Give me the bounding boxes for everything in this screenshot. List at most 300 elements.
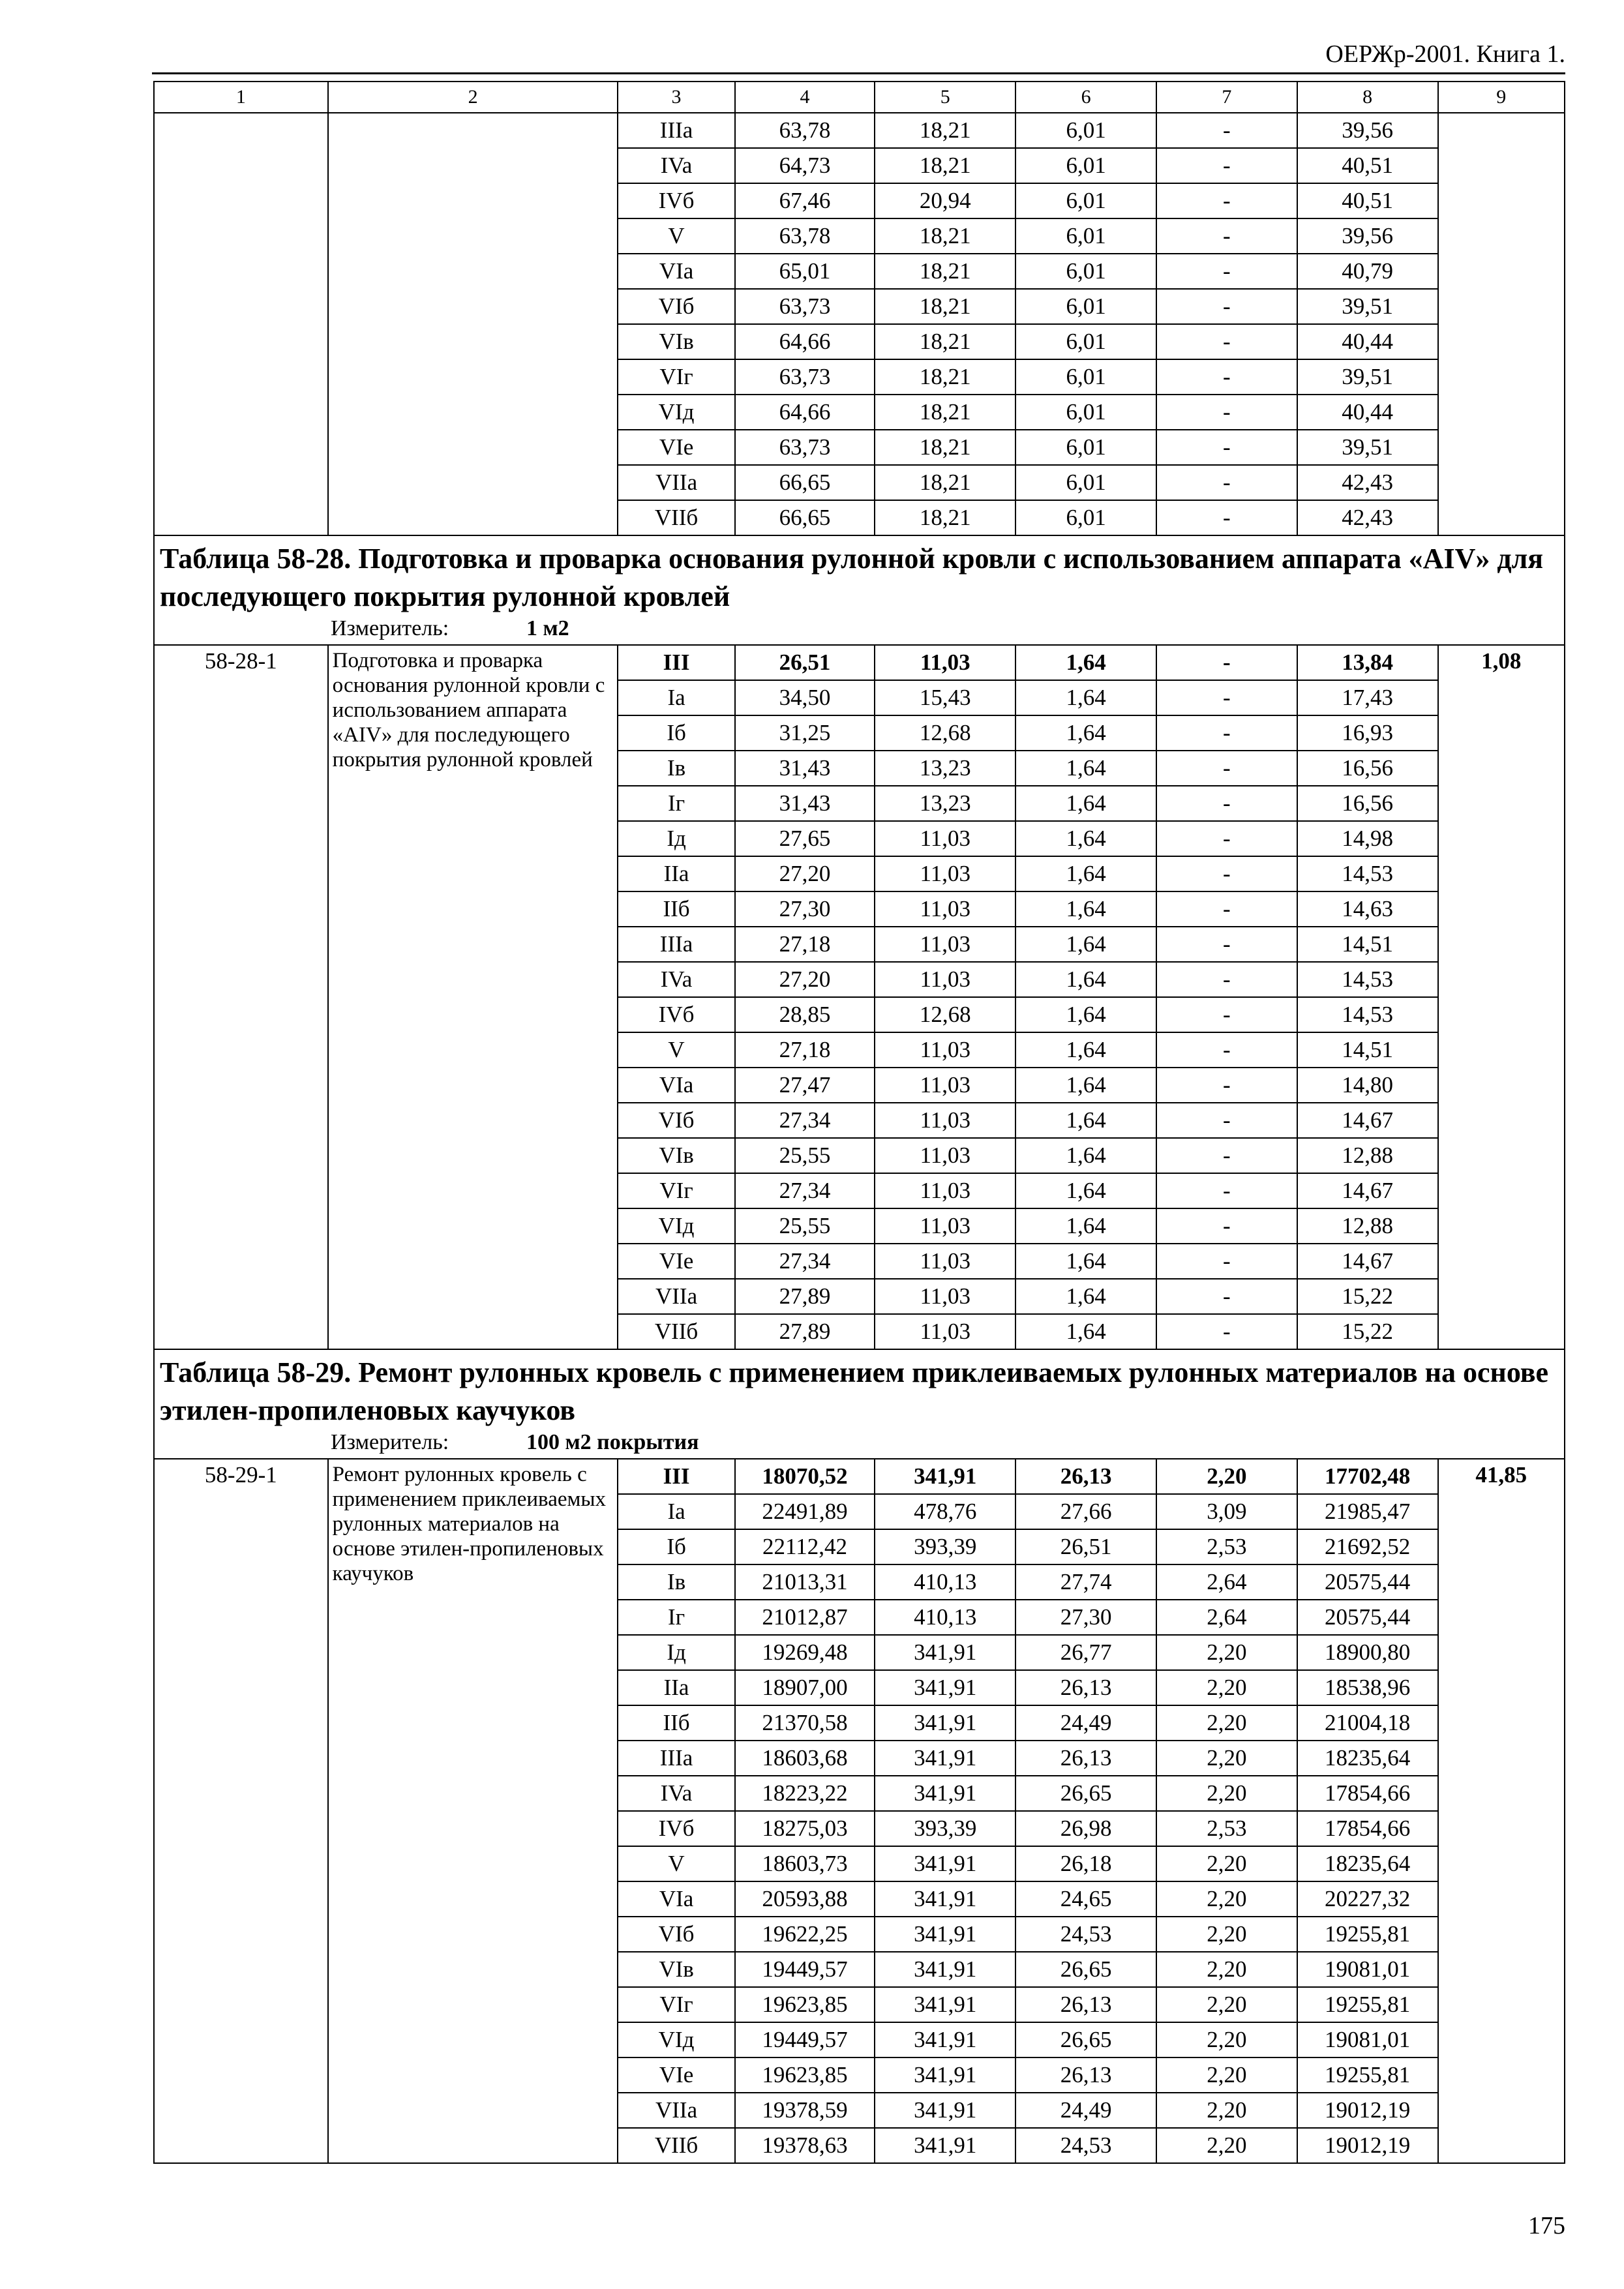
empty-cell: [1438, 113, 1565, 535]
zone-cell: IIIa: [618, 1741, 734, 1776]
zone-cell: VIIa: [618, 465, 734, 500]
value-cell: 34,50: [735, 680, 875, 715]
value-cell: 19012,19: [1297, 2128, 1438, 2163]
zone-cell: VIe: [618, 2057, 734, 2093]
value-cell: -: [1156, 430, 1297, 465]
zone-cell: Iв: [618, 1564, 734, 1600]
value-cell: -: [1156, 927, 1297, 962]
zone-cell: VIб: [618, 1917, 734, 1952]
value-cell: 18,21: [875, 113, 1015, 148]
zone-cell: VIIa: [618, 2093, 734, 2128]
value-cell: 26,18: [1015, 1846, 1156, 1881]
value-cell: 6,01: [1015, 500, 1156, 535]
value-cell: 42,43: [1297, 500, 1438, 535]
unit-label: Измеритель:: [331, 616, 449, 640]
table-row: [154, 1459, 1565, 1494]
value-cell: 14,80: [1297, 1068, 1438, 1103]
value-cell: 27,74: [1015, 1564, 1156, 1600]
zone-cell: VIв: [618, 1952, 734, 1987]
zone-cell: VIб: [618, 1103, 734, 1138]
value-cell: 6,01: [1015, 359, 1156, 395]
value-cell: 19449,57: [735, 2022, 875, 2057]
value-cell: 39,51: [1297, 289, 1438, 324]
value-cell: 18275,03: [735, 1811, 875, 1846]
value-cell: 14,67: [1297, 1173, 1438, 1208]
value-cell: 2,64: [1156, 1600, 1297, 1635]
value-cell: -: [1156, 1279, 1297, 1314]
value-cell: 18907,00: [735, 1670, 875, 1705]
value-cell: 11,03: [875, 962, 1015, 997]
value-cell: 26,77: [1015, 1635, 1156, 1670]
value-cell: 11,03: [875, 891, 1015, 927]
value-cell: 26,98: [1015, 1811, 1156, 1846]
value-cell: 18,21: [875, 465, 1015, 500]
value-cell: 2,20: [1156, 2128, 1297, 2163]
value-cell: -: [1156, 1032, 1297, 1068]
column-number: 3: [618, 82, 734, 113]
value-cell: 31,43: [735, 751, 875, 786]
zone-cell: VIг: [618, 1987, 734, 2022]
value-cell: 2,20: [1156, 2093, 1297, 2128]
table-title-row: [154, 1349, 1565, 1459]
value-cell: 27,47: [735, 1068, 875, 1103]
value-cell: 27,34: [735, 1173, 875, 1208]
zone-cell: VIб: [618, 289, 734, 324]
value-cell: 410,13: [875, 1564, 1015, 1600]
value-cell: 26,51: [1015, 1529, 1156, 1564]
page-number: 175: [1528, 2212, 1565, 2239]
value-cell: 14,53: [1297, 856, 1438, 891]
value-cell: 18,21: [875, 218, 1015, 254]
value-cell: 20593,88: [735, 1881, 875, 1917]
value-cell: 39,56: [1297, 218, 1438, 254]
value-cell: -: [1156, 289, 1297, 324]
value-cell: 27,30: [735, 891, 875, 927]
value-cell: 341,91: [875, 1635, 1015, 1670]
value-cell: 2,20: [1156, 1741, 1297, 1776]
value-cell: 1,64: [1015, 821, 1156, 856]
zone-cell: IIIa: [618, 113, 734, 148]
value-cell: 1,64: [1015, 927, 1156, 962]
value-cell: 11,03: [875, 1068, 1015, 1103]
value-cell: -: [1156, 1138, 1297, 1173]
value-cell: -: [1156, 821, 1297, 856]
value-cell: 65,01: [735, 254, 875, 289]
value-cell: 63,73: [735, 289, 875, 324]
value-cell: 27,18: [735, 1032, 875, 1068]
value-cell: 3,09: [1156, 1494, 1297, 1529]
value-cell: 2,20: [1156, 1670, 1297, 1705]
zone-cell: V: [618, 1032, 734, 1068]
value-cell: 12,68: [875, 715, 1015, 751]
zone-cell: III: [618, 1459, 734, 1494]
header-rule: [152, 72, 1565, 74]
zone-cell: VIд: [618, 1208, 734, 1244]
value-cell: 2,20: [1156, 2057, 1297, 2093]
value-cell: 15,43: [875, 680, 1015, 715]
value-cell: 20575,44: [1297, 1564, 1438, 1600]
value-cell: 11,03: [875, 1138, 1015, 1173]
column-number: 4: [735, 82, 875, 113]
value-cell: -: [1156, 856, 1297, 891]
zone-cell: IIa: [618, 856, 734, 891]
value-cell: 64,66: [735, 395, 875, 430]
value-cell: 19255,81: [1297, 2057, 1438, 2093]
value-cell: 27,89: [735, 1314, 875, 1349]
item-code: 58-28-1: [154, 645, 328, 1349]
value-cell: 19255,81: [1297, 1917, 1438, 1952]
zone-cell: IIa: [618, 1670, 734, 1705]
value-cell: 393,39: [875, 1529, 1015, 1564]
value-cell: 11,03: [875, 1279, 1015, 1314]
value-cell: 21012,87: [735, 1600, 875, 1635]
value-cell: -: [1156, 465, 1297, 500]
value-cell: 2,53: [1156, 1529, 1297, 1564]
value-cell: 13,23: [875, 751, 1015, 786]
value-cell: 19081,01: [1297, 2022, 1438, 2057]
value-cell: 1,64: [1015, 891, 1156, 927]
value-cell: 17702,48: [1297, 1459, 1438, 1494]
value-cell: 341,91: [875, 1846, 1015, 1881]
value-cell: 11,03: [875, 1314, 1015, 1349]
empty-cell: [154, 113, 328, 535]
zone-cell: Iд: [618, 821, 734, 856]
table-title-row: [154, 535, 1565, 645]
value-cell: 17,43: [1297, 680, 1438, 715]
value-cell: 341,91: [875, 2093, 1015, 2128]
value-cell: 2,20: [1156, 1846, 1297, 1881]
zone-cell: Iд: [618, 1635, 734, 1670]
value-cell: 19622,25: [735, 1917, 875, 1952]
value-cell: 18,21: [875, 500, 1015, 535]
column-number: 5: [875, 82, 1015, 113]
value-cell: 19255,81: [1297, 1987, 1438, 2022]
value-cell: -: [1156, 395, 1297, 430]
value-cell: 26,65: [1015, 1776, 1156, 1811]
value-cell: 341,91: [875, 1670, 1015, 1705]
value-cell: 1,64: [1015, 856, 1156, 891]
value-cell: 67,46: [735, 183, 875, 218]
column-number: 9: [1438, 82, 1565, 113]
value-cell: 66,65: [735, 500, 875, 535]
value-cell: 14,51: [1297, 927, 1438, 962]
column-number: 7: [1156, 82, 1297, 113]
labor-norm: 1,08: [1438, 645, 1565, 1349]
value-cell: 341,91: [875, 2057, 1015, 2093]
value-cell: 11,03: [875, 1244, 1015, 1279]
value-cell: 27,65: [735, 821, 875, 856]
value-cell: 14,67: [1297, 1103, 1438, 1138]
value-cell: 18603,73: [735, 1846, 875, 1881]
value-cell: 18235,64: [1297, 1741, 1438, 1776]
value-cell: 1,64: [1015, 1138, 1156, 1173]
zone-cell: IIб: [618, 891, 734, 927]
value-cell: 6,01: [1015, 148, 1156, 183]
value-cell: 39,56: [1297, 113, 1438, 148]
value-cell: 18,21: [875, 430, 1015, 465]
value-cell: 40,51: [1297, 183, 1438, 218]
value-cell: 1,64: [1015, 1173, 1156, 1208]
value-cell: 1,64: [1015, 751, 1156, 786]
value-cell: 11,03: [875, 1208, 1015, 1244]
value-cell: 66,65: [735, 465, 875, 500]
column-number-row: [154, 82, 1565, 113]
value-cell: 341,91: [875, 1917, 1015, 1952]
table-title: Таблица 58-28. Подготовка и проварка основания рулонной кровли с использованием аппарата «AIV» для последующего покрытия рулонной кровлей: [160, 543, 1544, 612]
value-cell: 18,21: [875, 395, 1015, 430]
value-cell: 21013,31: [735, 1564, 875, 1600]
value-cell: 11,03: [875, 645, 1015, 680]
value-cell: 26,51: [735, 645, 875, 680]
zone-cell: VIIa: [618, 1279, 734, 1314]
value-cell: 27,18: [735, 927, 875, 962]
table-title: Таблица 58-29. Ремонт рулонных кровель с применением приклеиваемых рулонных материалов на основе этилен-пропиленовых каучуков: [160, 1356, 1549, 1426]
value-cell: 14,63: [1297, 891, 1438, 927]
value-cell: 26,65: [1015, 2022, 1156, 2057]
value-cell: -: [1156, 183, 1297, 218]
unit-value: 1 м2: [526, 616, 569, 640]
value-cell: 24,49: [1015, 2093, 1156, 2128]
value-cell: 27,20: [735, 856, 875, 891]
value-cell: 24,65: [1015, 1881, 1156, 1917]
value-cell: -: [1156, 1208, 1297, 1244]
zone-cell: Iг: [618, 786, 734, 821]
value-cell: 64,66: [735, 324, 875, 359]
value-cell: 19378,59: [735, 2093, 875, 2128]
labor-norm: 41,85: [1438, 1459, 1565, 2163]
value-cell: -: [1156, 997, 1297, 1032]
value-cell: 1,64: [1015, 1103, 1156, 1138]
value-cell: 2,20: [1156, 1917, 1297, 1952]
table-row: [154, 113, 1565, 148]
value-cell: -: [1156, 113, 1297, 148]
value-cell: -: [1156, 324, 1297, 359]
value-cell: 22112,42: [735, 1529, 875, 1564]
value-cell: -: [1156, 715, 1297, 751]
value-cell: 17854,66: [1297, 1811, 1438, 1846]
page-header: ОЕРЖр-2001. Книга 1.: [1325, 40, 1565, 68]
value-cell: 42,43: [1297, 465, 1438, 500]
value-cell: -: [1156, 1068, 1297, 1103]
value-cell: 25,55: [735, 1138, 875, 1173]
value-cell: 19623,85: [735, 1987, 875, 2022]
zone-cell: VIa: [618, 1881, 734, 1917]
value-cell: 28,85: [735, 997, 875, 1032]
value-cell: 26,13: [1015, 2057, 1156, 2093]
zone-cell: Iб: [618, 715, 734, 751]
value-cell: 11,03: [875, 1173, 1015, 1208]
value-cell: 1,64: [1015, 962, 1156, 997]
empty-cell: [328, 113, 618, 535]
value-cell: 2,20: [1156, 1776, 1297, 1811]
value-cell: 27,34: [735, 1103, 875, 1138]
value-cell: 18223,22: [735, 1776, 875, 1811]
value-cell: 18,21: [875, 289, 1015, 324]
value-cell: 6,01: [1015, 183, 1156, 218]
value-cell: 2,20: [1156, 2022, 1297, 2057]
value-cell: 6,01: [1015, 113, 1156, 148]
value-cell: 1,64: [1015, 1314, 1156, 1349]
value-cell: 341,91: [875, 1459, 1015, 1494]
zone-cell: V: [618, 218, 734, 254]
value-cell: 2,20: [1156, 1705, 1297, 1741]
unit-line: [160, 616, 1559, 642]
value-cell: 63,73: [735, 359, 875, 395]
zone-cell: VIв: [618, 324, 734, 359]
value-cell: 39,51: [1297, 430, 1438, 465]
value-cell: 15,22: [1297, 1314, 1438, 1349]
column-number: 6: [1015, 82, 1156, 113]
unit-label: Измеритель:: [331, 1430, 449, 1454]
value-cell: 31,25: [735, 715, 875, 751]
value-cell: 18,21: [875, 148, 1015, 183]
value-cell: 21985,47: [1297, 1494, 1438, 1529]
zone-cell: VIIб: [618, 1314, 734, 1349]
value-cell: 1,64: [1015, 1032, 1156, 1068]
value-cell: -: [1156, 1314, 1297, 1349]
value-cell: 64,73: [735, 148, 875, 183]
price-table: [153, 81, 1565, 2164]
value-cell: 341,91: [875, 2022, 1015, 2057]
value-cell: -: [1156, 1103, 1297, 1138]
value-cell: 410,13: [875, 1600, 1015, 1635]
value-cell: 2,20: [1156, 1459, 1297, 1494]
value-cell: 2,20: [1156, 1952, 1297, 1987]
value-cell: 18070,52: [735, 1459, 875, 1494]
value-cell: -: [1156, 786, 1297, 821]
value-cell: 1,64: [1015, 645, 1156, 680]
zone-cell: VIe: [618, 1244, 734, 1279]
value-cell: 24,53: [1015, 1917, 1156, 1952]
zone-cell: V: [618, 1846, 734, 1881]
value-cell: 26,13: [1015, 1987, 1156, 2022]
value-cell: 6,01: [1015, 430, 1156, 465]
zone-cell: VIe: [618, 430, 734, 465]
value-cell: 11,03: [875, 1103, 1015, 1138]
value-cell: 40,44: [1297, 395, 1438, 430]
value-cell: 19378,63: [735, 2128, 875, 2163]
value-cell: 341,91: [875, 1776, 1015, 1811]
unit-value: 100 м2 покрытия: [526, 1430, 699, 1454]
value-cell: -: [1156, 891, 1297, 927]
value-cell: 26,65: [1015, 1952, 1156, 1987]
value-cell: 1,64: [1015, 1244, 1156, 1279]
value-cell: 11,03: [875, 856, 1015, 891]
value-cell: 31,43: [735, 786, 875, 821]
value-cell: 21370,58: [735, 1705, 875, 1741]
value-cell: 27,30: [1015, 1600, 1156, 1635]
value-cell: 63,78: [735, 218, 875, 254]
value-cell: 6,01: [1015, 254, 1156, 289]
zone-cell: VIIб: [618, 500, 734, 535]
value-cell: 25,55: [735, 1208, 875, 1244]
value-cell: 6,01: [1015, 395, 1156, 430]
value-cell: 1,64: [1015, 997, 1156, 1032]
value-cell: 19081,01: [1297, 1952, 1438, 1987]
value-cell: 15,22: [1297, 1279, 1438, 1314]
value-cell: 2,20: [1156, 1987, 1297, 2022]
value-cell: 24,53: [1015, 2128, 1156, 2163]
zone-cell: Ia: [618, 680, 734, 715]
value-cell: 18603,68: [735, 1741, 875, 1776]
value-cell: 27,20: [735, 962, 875, 997]
value-cell: 11,03: [875, 927, 1015, 962]
value-cell: 20,94: [875, 183, 1015, 218]
value-cell: 18,21: [875, 324, 1015, 359]
value-cell: 16,56: [1297, 751, 1438, 786]
value-cell: 19269,48: [735, 1635, 875, 1670]
value-cell: 1,64: [1015, 1279, 1156, 1314]
zone-cell: Iв: [618, 751, 734, 786]
zone-cell: VIa: [618, 1068, 734, 1103]
zone-cell: Ia: [618, 1494, 734, 1529]
value-cell: -: [1156, 254, 1297, 289]
value-cell: -: [1156, 680, 1297, 715]
zone-cell: VIг: [618, 359, 734, 395]
table-title-cell: [154, 1349, 1565, 1459]
value-cell: 341,91: [875, 1987, 1015, 2022]
value-cell: 14,51: [1297, 1032, 1438, 1068]
table-title-cell: [154, 535, 1565, 645]
zone-cell: IVб: [618, 1811, 734, 1846]
column-number: 8: [1297, 82, 1438, 113]
value-cell: 11,03: [875, 821, 1015, 856]
value-cell: 22491,89: [735, 1494, 875, 1529]
value-cell: 19012,19: [1297, 2093, 1438, 2128]
value-cell: 6,01: [1015, 218, 1156, 254]
value-cell: 16,56: [1297, 786, 1438, 821]
value-cell: 12,68: [875, 997, 1015, 1032]
value-cell: 1,64: [1015, 786, 1156, 821]
value-cell: 1,64: [1015, 715, 1156, 751]
zone-cell: IVa: [618, 962, 734, 997]
value-cell: 17854,66: [1297, 1776, 1438, 1811]
value-cell: -: [1156, 645, 1297, 680]
zone-cell: IVa: [618, 148, 734, 183]
value-cell: 19449,57: [735, 1952, 875, 1987]
value-cell: 1,64: [1015, 1208, 1156, 1244]
value-cell: 11,03: [875, 1032, 1015, 1068]
value-cell: 20227,32: [1297, 1881, 1438, 1917]
value-cell: -: [1156, 359, 1297, 395]
value-cell: 14,53: [1297, 962, 1438, 997]
value-cell: 6,01: [1015, 465, 1156, 500]
zone-cell: VIв: [618, 1138, 734, 1173]
zone-cell: IIб: [618, 1705, 734, 1741]
value-cell: 18235,64: [1297, 1846, 1438, 1881]
value-cell: 21692,52: [1297, 1529, 1438, 1564]
value-cell: 18538,96: [1297, 1670, 1438, 1705]
zone-cell: VIa: [618, 254, 734, 289]
value-cell: 18,21: [875, 254, 1015, 289]
value-cell: -: [1156, 500, 1297, 535]
zone-cell: IVб: [618, 997, 734, 1032]
value-cell: 341,91: [875, 1741, 1015, 1776]
value-cell: 40,44: [1297, 324, 1438, 359]
value-cell: 6,01: [1015, 324, 1156, 359]
value-cell: -: [1156, 1173, 1297, 1208]
value-cell: 39,51: [1297, 359, 1438, 395]
value-cell: 26,13: [1015, 1459, 1156, 1494]
value-cell: 21004,18: [1297, 1705, 1438, 1741]
value-cell: 341,91: [875, 2128, 1015, 2163]
value-cell: 2,20: [1156, 1881, 1297, 1917]
value-cell: 1,64: [1015, 680, 1156, 715]
column-number: 1: [154, 82, 328, 113]
unit-line: [160, 1429, 1559, 1456]
value-cell: 18,21: [875, 359, 1015, 395]
zone-cell: IVa: [618, 1776, 734, 1811]
